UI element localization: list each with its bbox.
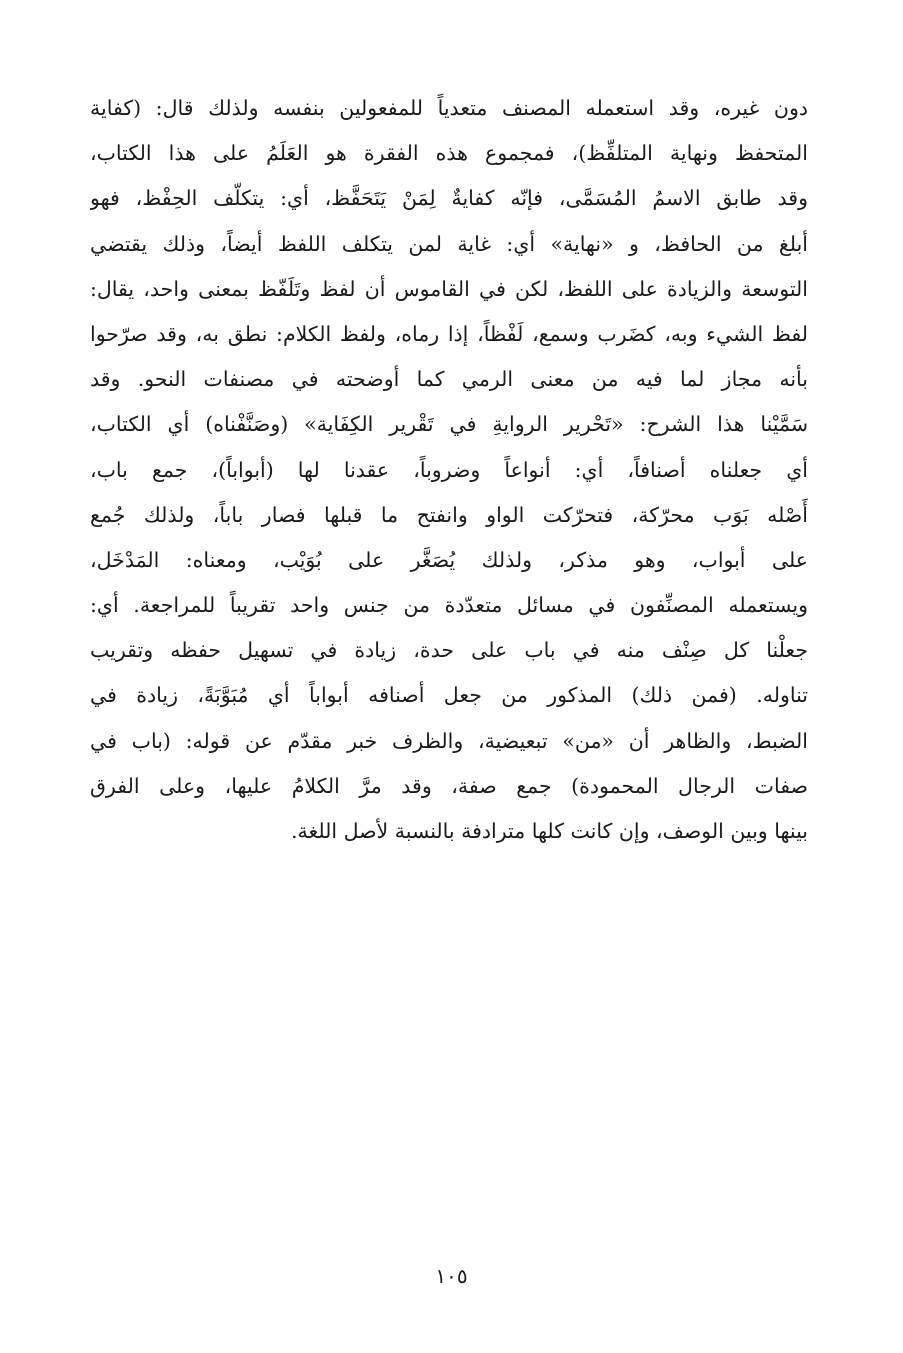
text-line: أبلغ من الحافظ، و «نهاية» أي: غاية لمن يتكلف اللفظ أيضاً، وذلك يقتضي [90,231,808,256]
text-line: وقد طابق الاسمُ المُسَمَّى، فإنّه كفايةٌ لِمَنْ يَتَحَفَّظ، أي: يتكلّف الحِفْظ، فهو [90,186,808,211]
text-line: أَصْله بَوَب محرّكة، فتحرّكت الواو وانفتح ما قبلها فصار باباً، ولذلك جُمع [90,502,808,527]
page-number: ١٠٥ [435,1264,468,1288]
text-line: على أبواب، وهو مذكر، ولذلك يُصَغَّر على بُوَيْب، ومعناه: المَدْخَل، [90,547,808,572]
text-line: سَمَّيْنا هذا الشرح: «تَحْرير الروايةِ في تَقْرير الكِفَاية» (وصَنَّفْناه) أي الكتاب، [90,412,808,437]
text-line: بأنه مجاز لما فيه من معنى الرمي كما أوضحته في مصنفات النحو. وقد [90,367,808,392]
body-paragraph [90,86,808,854]
text-line: صفات الرجال المحمودة) جمع صفة، وقد مرَّ الكلامُ عليها، وعلى الفرق [90,773,808,798]
text-line: بينها وبين الوصف، وإن كانت كلها مترادفة بالنسبة لأصل اللغة. [290,819,808,843]
text-line: الضبط، والظاهر أن «من» تبعيضية، والظرف خبر مقدّم عن قوله: (باب في [90,728,808,753]
text-line: أي جعلناه أصنافاً، أي: أنواعاً وضروباً، عقدنا لها (أبواباً)، جمع باب، [90,457,808,482]
text-line: دون غيره، وقد استعمله المصنف متعدياً للمفعولين بنفسه ولذلك قال: (كفاية [90,96,808,120]
text-line: ويستعمله المصنِّفون في مسائل متعدّدة من جنس واحد تقريباً للمراجعة. أي: [90,593,808,618]
text-line: التوسعة والزيادة على اللفظ، لكن في القاموس أن لفظ وتَلَفّظ بمعنى واحد، يقال: [90,276,808,301]
text-line: جعلْنا كل صِنْف منه في باب على حدة، زيادة في تسهيل حفظه وتقريب [90,638,808,663]
text-line: لفظ الشيء وبه، كضَرب وسمع، لَفْظاً، إذا رماه، ولفظ الكلام: نطق به، وقد صرّحوا [90,321,808,346]
text-line: المتحفظ ونهاية المتلفِّظ)، فمجموع هذه الفقرة هو العَلَمُ على هذا الكتاب، [90,141,808,166]
text-line: تناوله. (فمن ذلك) المذكور من جعل أصنافه أبواباً أي مُبَوَّبَةً، زيادة في [90,683,808,708]
